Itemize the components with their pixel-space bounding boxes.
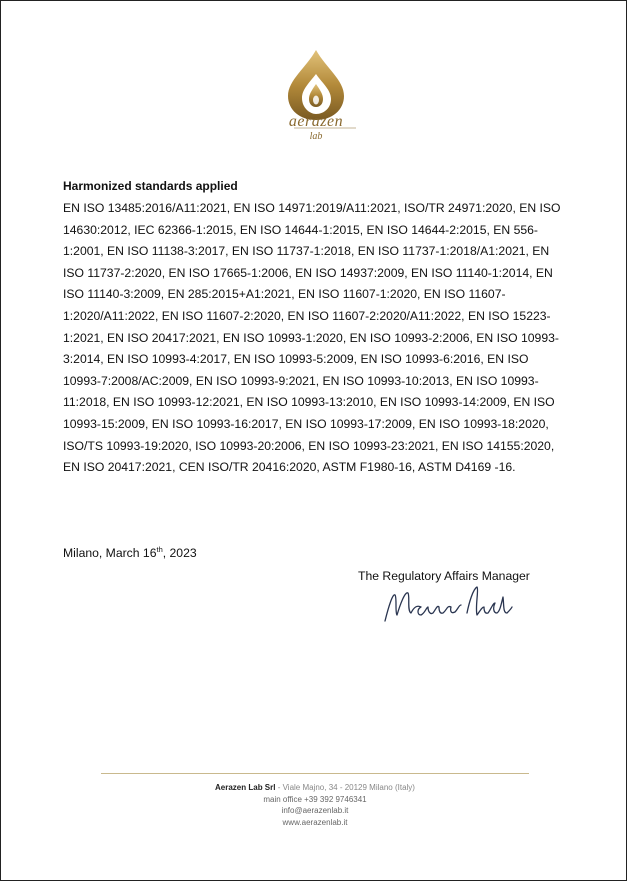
footer xyxy=(151,782,479,828)
aerazen-lab-logo xyxy=(266,44,366,144)
footer-company: Aerazen Lab Srl xyxy=(215,783,276,792)
standards-heading: Harmonized standards applied xyxy=(63,179,238,193)
footer-divider xyxy=(101,773,529,774)
logo-sub-text: lab xyxy=(309,131,323,142)
footer-website: www.aerazenlab.it xyxy=(282,817,348,827)
footer-email: info@aerazenlab.it xyxy=(281,806,349,816)
handwritten-signature xyxy=(381,583,516,631)
standards-list: EN ISO 13485:2016/A11:2021, EN ISO 14971:2019/A11:2021, ISO/TR 24971:2020, EN ISO 14630:2012, IEC 62366-1:2015, EN ISO 14644-1:2015, EN ISO 14644-2:2015, EN 556-1:2001, EN ISO 11138-3:2017, EN ISO 11737-1:2018, EN ISO 11737-1:2018/A1:2021, EN ISO 11737-2:2020, EN ISO 17665-1:2006, EN ISO 14937:2009, EN ISO 11140-1:2014, EN ISO 11140-3:2009, EN 285:2015+A1:2021, EN ISO 11607-1:2020, EN ISO 11607-1:2020/A11:2022, EN ISO 11607-2:2020, EN ISO 11607-2:2020/A11:2022, EN ISO 15223-1:2021, EN ISO 20417:2021, EN ISO 10993-1:2020, EN ISO 10993-2:2006, EN ISO 10993-3:2014, EN ISO 10993-4:2017, EN ISO 10993-5:2009, EN ISO 10993-6:2016, EN ISO 10993-7:2008/AC:2009, EN ISO 10993-9:2021, EN ISO 10993-10:2013, EN ISO 10993-11:2018, EN ISO 10993-12:2021, EN ISO 10993-13:2010, EN ISO 10993-14:2009, EN ISO 10993-15:2009, EN ISO 10993-16:2017, EN ISO 10993-17:2009, EN ISO 10993-18:2020, ISO/TS 10993-19:2020, ISO 10993-20:2006, EN ISO 10993-23:2021, EN ISO 14155:2020, EN ISO 20417:2021, CEN ISO/TR 20416:2020, ASTM F1980-16, ASTM D4169 -16. xyxy=(63,201,561,475)
footer-address-line xyxy=(151,782,479,794)
signatory-role: The Regulatory Affairs Manager xyxy=(358,569,530,583)
footer-address: - Viale Majno, 34 - 20129 Milano (Italy) xyxy=(275,783,415,792)
logo-brand-text: aerazen xyxy=(288,113,344,130)
date-prefix: Milano, March 16 xyxy=(63,546,157,560)
footer-phone: main office +39 392 9746341 xyxy=(263,794,367,804)
date-line xyxy=(63,546,197,560)
date-ordinal-suffix: th xyxy=(156,545,163,554)
date-year: , 2023 xyxy=(162,546,197,560)
